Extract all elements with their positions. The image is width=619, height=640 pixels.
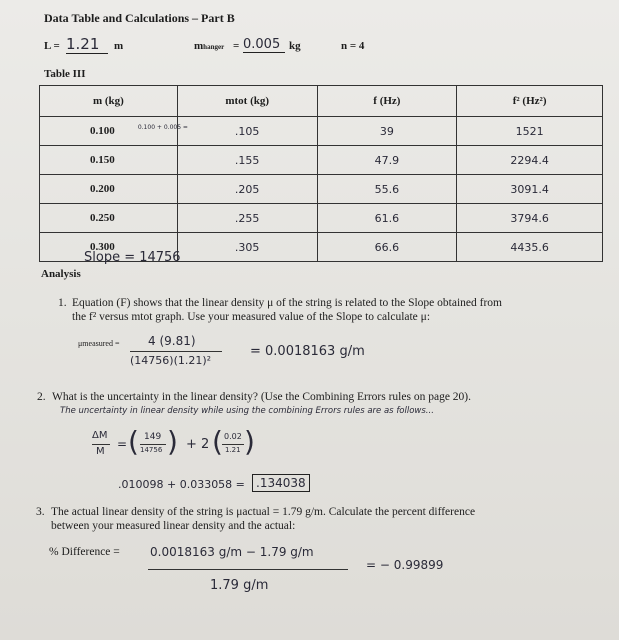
dm-numerator: ΔM <box>92 430 108 441</box>
cell-mtot: .305 <box>177 233 317 262</box>
length-unit: m <box>114 40 124 52</box>
col-header-f2: f² (Hz²) <box>457 86 603 117</box>
dm-fraction-bar <box>92 444 110 445</box>
term2-denominator: 1.21 <box>225 446 241 454</box>
length-value: 1.21 <box>66 35 108 54</box>
cell-f: 39 <box>317 117 457 146</box>
percent-diff-result: = − 0.99899 <box>366 558 444 572</box>
cell-f2: 3794.6 <box>457 204 603 233</box>
table-row <box>40 175 603 204</box>
harmonic-n: n = 4 <box>341 40 365 52</box>
cell-m: 0.100 <box>40 117 178 146</box>
q3-numerator: 0.0018163 g/m − 1.79 g/m <box>150 545 314 559</box>
col-header-mtot: mtot (kg) <box>177 86 317 117</box>
page-title: Data Table and Calculations – Part B <box>44 11 235 25</box>
hanger-mass-eq: = <box>233 40 240 52</box>
cell-m: 0.200 <box>40 175 178 204</box>
mu-result: = 0.0018163 g/m <box>250 344 365 359</box>
data-table <box>39 85 603 262</box>
paren-open-1: ( <box>128 425 139 458</box>
q1-fraction-bar <box>130 351 222 352</box>
q3-text-line1: The actual linear density of the string is μactual = 1.79 g/m. Calculate the percent difference <box>51 506 476 518</box>
cell-m: 0.250 <box>40 204 178 233</box>
percent-diff-label: % Difference = <box>49 546 120 558</box>
mu-measured-label: μmeasured = <box>78 339 120 348</box>
term2-numerator: 0.02 <box>224 432 242 441</box>
q2-result-box: .134038 <box>252 474 310 492</box>
q1-number: 1. <box>58 297 67 309</box>
cell-m: 0.300 <box>40 233 178 262</box>
cell-f2: 4435.6 <box>457 233 603 262</box>
q3-fraction-bar <box>148 569 348 570</box>
q1-text-line1: Equation (F) shows that the linear density μ of the string is related to the Slope obtained from <box>72 297 502 309</box>
table-header-row <box>40 86 603 117</box>
hanger-mass-unit: kg <box>289 40 301 52</box>
q2-number: 2. <box>37 391 46 403</box>
length-label: L = <box>44 40 60 52</box>
hanger-mass-label: mhanger <box>194 40 225 52</box>
cell-mtot: .255 <box>177 204 317 233</box>
cell-m: 0.150 <box>40 146 178 175</box>
table-row <box>40 204 603 233</box>
cell-f2: 3091.4 <box>457 175 603 204</box>
cell-mtot: .155 <box>177 146 317 175</box>
q3-denominator: 1.79 g/m <box>210 578 269 593</box>
cell-f2: 1521 <box>457 117 603 146</box>
slope-note: Slope = 14756 <box>84 250 181 265</box>
table-caption: Table III <box>44 68 86 80</box>
paren-close-1: ) <box>167 425 178 458</box>
col-header-m: m (kg) <box>40 86 178 117</box>
term2-fraction-bar <box>222 444 244 445</box>
cell-f: 47.9 <box>317 146 457 175</box>
q2-hand-note: The uncertainty in linear density while using the combining Errors rules are as follows... <box>60 406 434 416</box>
term1-numerator: 149 <box>144 432 162 442</box>
col-header-f: f (Hz) <box>317 86 457 117</box>
cell-mtot: 0.100 + 0.005 = .105 <box>177 117 317 146</box>
cell-f: 55.6 <box>317 175 457 204</box>
sum-note: 0.100 + 0.005 = <box>137 124 188 131</box>
hanger-mass-value: 0.005 <box>243 37 285 53</box>
q2-result-line: .010098 + 0.033058 = <box>118 478 245 491</box>
cell-mtot: .205 <box>177 175 317 204</box>
q3-text-line2: between your measured linear density and the actual: <box>51 520 296 532</box>
q1-denominator: (14756)(1.21)² <box>130 354 212 367</box>
term1-denominator: 14756 <box>140 446 163 454</box>
q2-plus-two: + 2 <box>186 437 210 452</box>
q2-text: What is the uncertainty in the linear density? (Use the Combining Errors rules on page 20). <box>52 391 471 403</box>
table-row <box>40 146 603 175</box>
term1-fraction-bar <box>140 444 166 445</box>
paren-close-2: ) <box>244 425 255 458</box>
cell-f2: 2294.4 <box>457 146 603 175</box>
cell-f: 61.6 <box>317 204 457 233</box>
q3-number: 3. <box>36 506 45 518</box>
paren-open-2: ( <box>212 425 223 458</box>
q2-equals: = <box>117 437 128 451</box>
table-row <box>40 117 603 146</box>
analysis-heading: Analysis <box>41 268 81 280</box>
dm-denominator: M <box>96 446 105 457</box>
q1-numerator: 4 (9.81) <box>148 334 196 348</box>
q1-text-line2: the f² versus mtot graph. Use your measured value of the Slope to calculate μ: <box>72 311 431 323</box>
cell-f: 66.6 <box>317 233 457 262</box>
